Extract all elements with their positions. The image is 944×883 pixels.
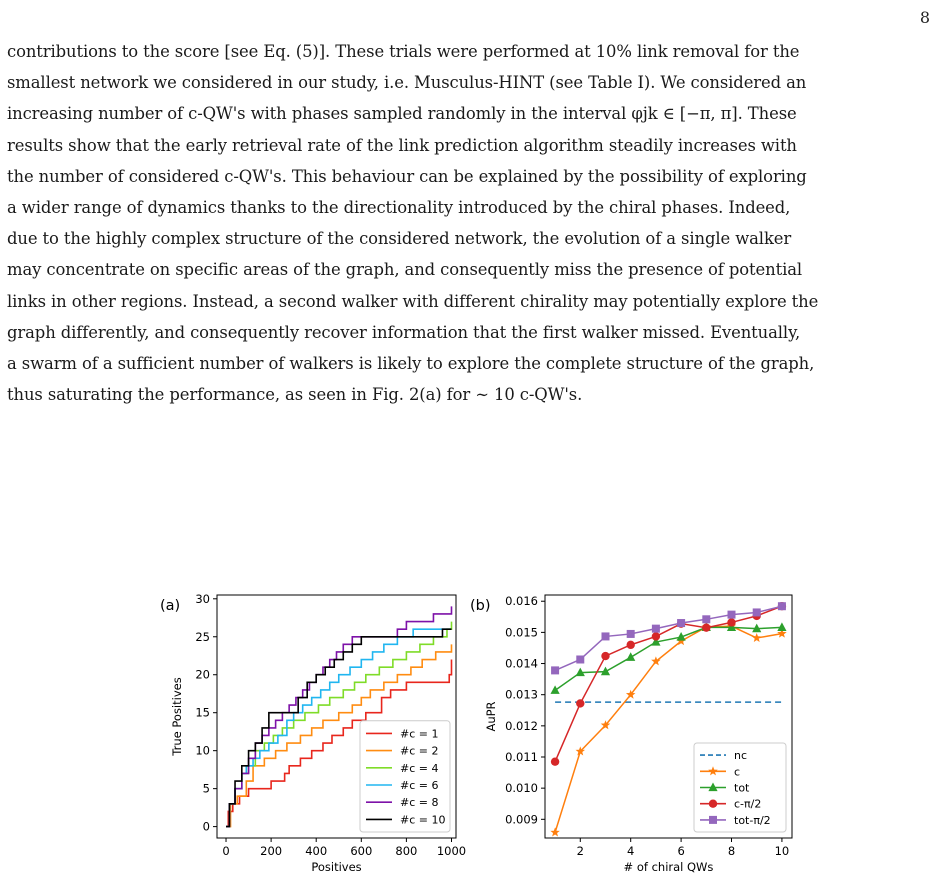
chart-panel-a — [160, 592, 466, 874]
paragraph-line: thus saturating the performance, as seen in Fig. 2(a) for ∼ 10 c-QW's. — [7, 385, 583, 405]
legend-label: tot — [734, 781, 750, 795]
paragraph-line: smallest network we considered in our study, i.e. Musculus-HINT (see Table I). We considered an — [7, 73, 807, 93]
x-tick-label: 800 — [395, 844, 418, 858]
legend-label: #c = 2 — [400, 744, 439, 758]
y-tick-label: 0.010 — [505, 781, 538, 796]
x-tick-label: 200 — [260, 844, 283, 858]
marker-circle — [576, 699, 584, 707]
series-line-tot — [555, 627, 782, 690]
marker-triangle — [550, 685, 559, 694]
marker-circle — [727, 618, 735, 626]
y-axis-label: AuPR — [484, 701, 498, 732]
legend-label: #c = 10 — [400, 813, 446, 827]
legend — [360, 721, 450, 832]
legend-label: #c = 8 — [400, 796, 439, 810]
y-tick-label: 0.015 — [505, 625, 538, 640]
y-axis-label: True Positives — [170, 677, 184, 756]
marker-star — [651, 656, 661, 665]
marker-circle — [709, 800, 717, 808]
marker-square — [728, 611, 736, 619]
marker-square — [601, 632, 609, 640]
series-line-tot-2 — [555, 606, 782, 670]
y-tick-label: 5 — [202, 781, 210, 796]
x-axis-label: Positives — [311, 860, 362, 874]
legend-label: tot-π/2 — [734, 813, 771, 827]
y-tick-label: 30 — [195, 591, 210, 606]
y-tick-label: 0.014 — [505, 656, 538, 671]
x-tick-label: 400 — [305, 844, 328, 858]
paragraph-line: a wider range of dynamics thanks to the directionality introduced by the chiral phases. Indeed, — [7, 197, 791, 217]
y-tick-label: 0.012 — [505, 718, 538, 733]
marker-square — [551, 666, 559, 674]
marker-circle — [702, 624, 710, 632]
marker-triangle — [777, 622, 786, 631]
y-tick-label: 0.011 — [505, 750, 538, 764]
marker-square — [627, 630, 635, 638]
marker-square — [753, 608, 761, 616]
x-tick-label: 6 — [677, 844, 685, 858]
y-tick-label: 20 — [195, 667, 210, 682]
x-tick-label: 600 — [350, 844, 373, 858]
page-number: 8 — [919, 8, 930, 27]
x-tick-label: 0 — [222, 844, 230, 858]
paragraph-line: increasing number of c-QW's with phases sampled randomly in the interval φjk ∈ [−π, π]. These — [7, 104, 797, 124]
marker-triangle — [601, 667, 610, 676]
paragraph-line: due to the highly complex structure of the considered network, the evolution of a single walker — [7, 229, 792, 249]
marker-star — [752, 633, 762, 642]
legend-label: #c = 6 — [400, 779, 439, 792]
marker-triangle — [626, 652, 635, 661]
y-tick-label: 0.016 — [505, 594, 538, 609]
x-tick-label: 10 — [774, 844, 790, 858]
paragraph-line: results show that the early retrieval rate of the link prediction algorithm steadily increases with — [7, 135, 797, 155]
x-tick-label: 4 — [627, 844, 635, 858]
legend-label: c-π/2 — [734, 797, 762, 811]
x-tick-label: 2 — [576, 844, 584, 858]
paragraph-line: links in other regions. Instead, a second walker with different chirality may potentially explore the — [7, 291, 819, 311]
series-line-c-2 — [555, 606, 782, 761]
chart-panel-b — [470, 594, 792, 874]
marker-circle — [601, 652, 609, 660]
legend-label: c — [734, 765, 741, 779]
x-axis-label: # of chiral QWs — [623, 860, 714, 874]
paragraph-line: contributions to the score [see Eq. (5)]. These trials were performed at 10% link removal for the — [7, 42, 800, 61]
marker-square — [709, 816, 717, 824]
panel-label: (b) — [470, 598, 491, 614]
marker-square — [702, 615, 710, 623]
y-tick-label: 0.009 — [505, 812, 538, 827]
paragraph-line: may concentrate on specific areas of the graph, and consequently miss the presence of potential — [7, 260, 803, 280]
marker-circle — [652, 632, 660, 640]
marker-square — [576, 655, 584, 663]
panel-label: (a) — [160, 598, 181, 614]
y-tick-label: 25 — [195, 629, 210, 644]
y-tick-label: 15 — [195, 705, 210, 720]
y-tick-label: 10 — [195, 743, 210, 758]
marker-circle — [551, 757, 559, 765]
marker-square — [778, 602, 786, 610]
marker-star — [550, 827, 560, 836]
x-tick-label: 8 — [727, 844, 736, 858]
legend-label: #c = 1 — [400, 727, 439, 741]
legend-label: #c = 4 — [400, 761, 439, 775]
marker-circle — [626, 641, 634, 649]
legend — [694, 743, 786, 832]
paragraph-line: graph differently, and consequently recover information that the first walker missed. Eventually, — [7, 322, 801, 342]
marker-square — [652, 625, 660, 633]
x-tick-label: 1000 — [436, 844, 467, 858]
paragraph-line: a swarm of a sufficient number of walkers is likely to explore the complete structure of the graph, — [7, 353, 815, 373]
legend-label: nc — [734, 749, 748, 763]
y-tick-label: 0.013 — [505, 687, 538, 702]
marker-square — [677, 619, 685, 627]
paragraph-line: the number of considered c-QW's. This behaviour can be explained by the possibility of exploring — [7, 166, 807, 186]
y-tick-label: 0 — [202, 819, 210, 834]
